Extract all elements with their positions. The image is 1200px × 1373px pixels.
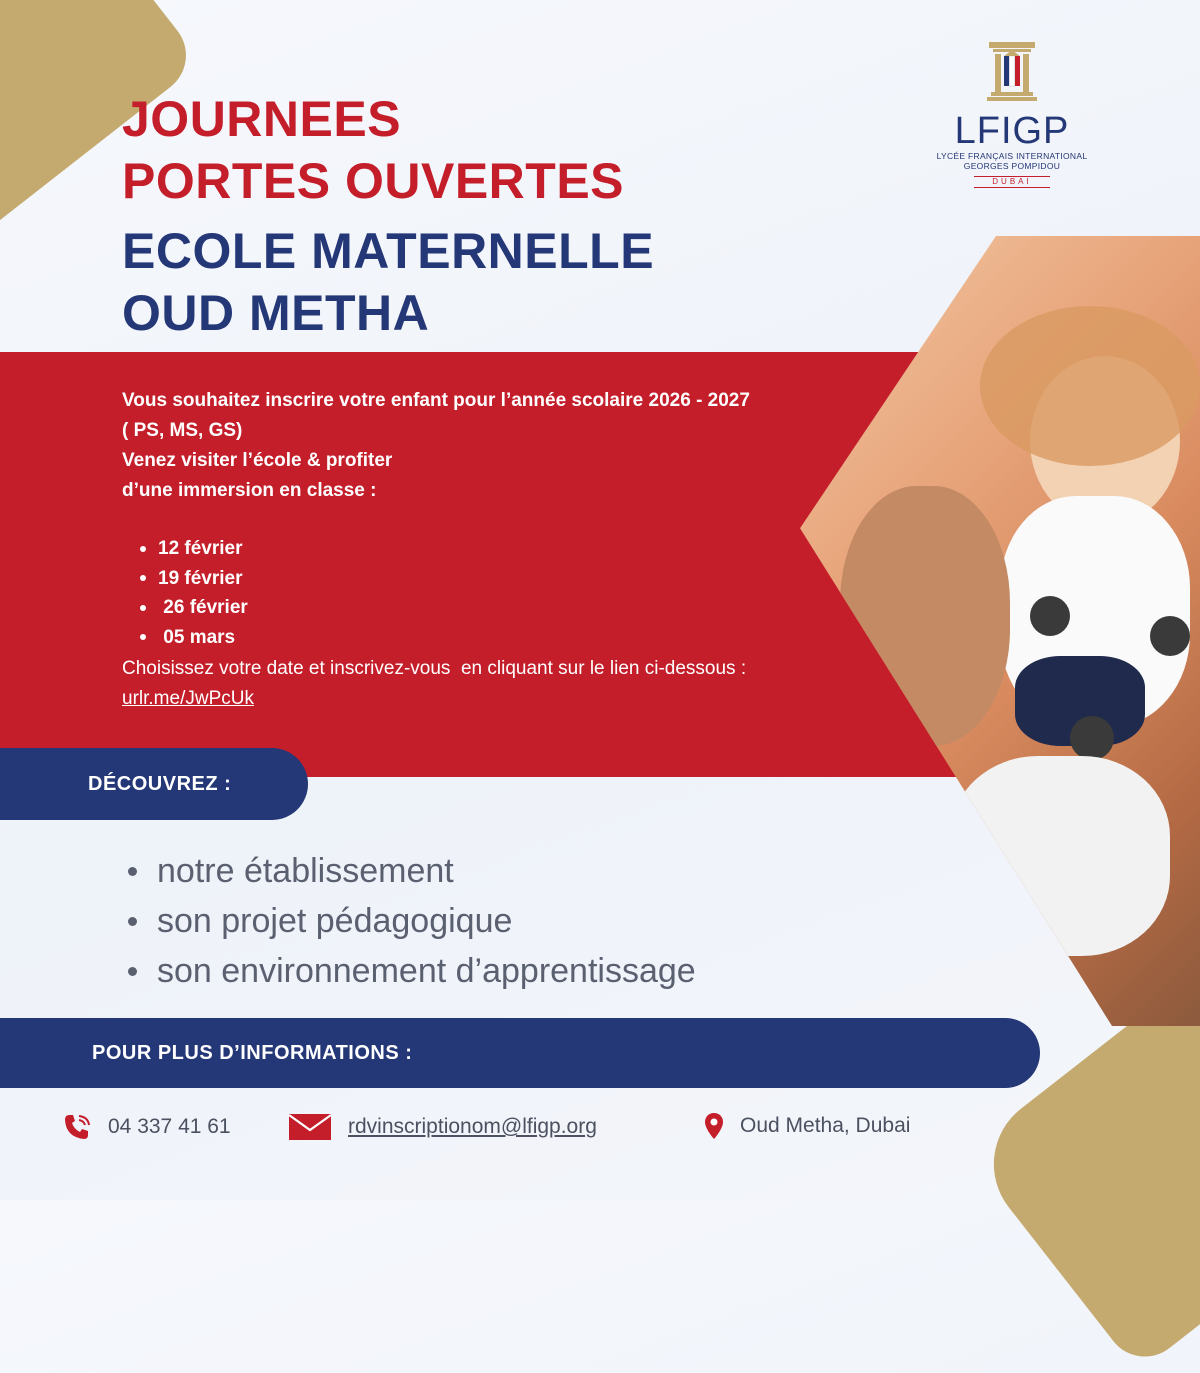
email-address[interactable]: rdvinscriptionom@lfigp.org <box>348 1115 597 1138</box>
lfigp-logo <box>928 40 1096 189</box>
school-line-1: ECOLE MATERNELLE <box>122 223 655 279</box>
logo-subtitle-1: LYCÉE FRANÇAIS INTERNATIONAL <box>936 151 1088 161</box>
pillar-emblem-icon <box>985 40 1039 102</box>
discover-item-label: son environnement d’apprentissage <box>157 952 696 990</box>
more-info-pill <box>0 1018 1040 1088</box>
logo-name: LFIGP <box>954 110 1070 152</box>
intro-line-2: ( PS, MS, GS) <box>122 420 243 441</box>
date-item <box>140 564 248 594</box>
bullet-icon <box>140 546 146 552</box>
date-label: 12 février <box>158 538 243 559</box>
intro-line-4: d’une immersion en classe : <box>122 480 377 501</box>
envelope-icon <box>288 1112 332 1142</box>
school-title <box>122 220 654 344</box>
event-title <box>122 88 624 212</box>
open-day-dates-list <box>140 534 248 652</box>
intro-line-1: Vous souhaitez inscrire votre enfant pour l’année scolaire 2026 - 2027 <box>122 390 750 411</box>
date-item <box>140 623 248 653</box>
bullet-icon <box>140 634 146 640</box>
discover-item <box>128 946 696 996</box>
discover-item-label: notre établissement <box>157 852 454 890</box>
title-line-2: PORTES OUVERTES <box>122 153 625 209</box>
discover-item-label: son projet pédagogique <box>157 902 513 940</box>
location-contact <box>704 1112 910 1140</box>
location-text: Oud Metha, Dubai <box>740 1114 911 1137</box>
more-info-title: POUR PLUS D’INFORMATIONS : <box>92 1041 413 1064</box>
discover-heading-pill <box>0 748 308 820</box>
logo-city: DUBAI <box>974 176 1049 188</box>
bullet-icon <box>128 917 137 926</box>
date-item <box>140 534 248 564</box>
discover-title: DÉCOUVREZ : <box>88 772 232 795</box>
map-pin-icon <box>704 1112 724 1140</box>
registration-link[interactable]: urlr.me/JwPcUk <box>122 688 254 709</box>
bullet-icon <box>128 867 137 876</box>
registration-text <box>122 654 862 714</box>
intro-line-3: Venez visiter l’école & profiter <box>122 450 393 471</box>
discover-list <box>128 846 696 996</box>
phone-icon <box>62 1112 92 1142</box>
discover-item <box>128 896 696 946</box>
phone-number: 04 337 41 61 <box>108 1115 231 1138</box>
bullet-icon <box>140 605 146 611</box>
registration-instruction: Choisissez votre date et inscrivez-vous en cliquant sur le lien ci-dessous : <box>122 658 747 679</box>
phone-contact[interactable] <box>62 1112 231 1142</box>
date-label: 05 mars <box>158 626 236 648</box>
date-label: 19 février <box>158 567 243 589</box>
email-contact[interactable] <box>288 1112 597 1142</box>
title-line-1: JOURNEES <box>122 91 402 147</box>
intro-text <box>122 386 842 506</box>
school-line-2: OUD METHA <box>122 285 430 341</box>
date-label: 26 février <box>158 597 248 618</box>
logo-subtitle-2: GEORGES POMPIDOU <box>963 161 1061 171</box>
bullet-icon <box>140 575 146 581</box>
bullet-icon <box>128 967 137 976</box>
discover-item <box>128 846 696 896</box>
date-item <box>140 593 248 623</box>
